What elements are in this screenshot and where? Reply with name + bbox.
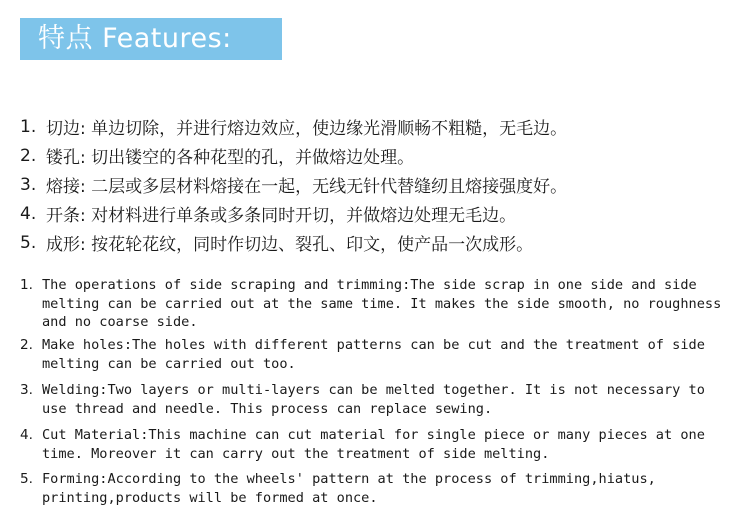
feature-en-text: The operations of side scraping and trimming:The side scrap in one side and side melting can be carried out at the same time. It makes the side smooth, no roughness and no coarse side. xyxy=(42,277,722,330)
feature-cn-item xyxy=(20,199,567,228)
feature-cn-text: 镂孔: 切出镂空的各种花型的孔，并做熔边处理。 xyxy=(46,148,415,168)
feature-en-number: 1. xyxy=(20,277,33,293)
feature-en-text: Cut Material:This machine can cut material for single piece or many pieces at one time. Moreover it can carry out the treatment of side melting. xyxy=(42,427,705,462)
feature-en-item xyxy=(20,336,735,373)
feature-en-text: Welding:Two layers or multi-layers can be melted together. It is not necessary to use thread and needle. This process can replace sewing. xyxy=(42,382,705,417)
feature-cn-number: 3. xyxy=(20,174,37,195)
feature-cn-item xyxy=(20,141,567,170)
features-title-banner xyxy=(20,18,282,60)
feature-en-number: 2. xyxy=(20,337,33,353)
feature-cn-item xyxy=(20,170,567,199)
feature-en-item xyxy=(20,470,735,507)
feature-en-text: Forming:According to the wheels' pattern at the process of trimming,hiatus, printing,products will be formed at once. xyxy=(42,471,656,506)
feature-cn-number: 5. xyxy=(20,232,37,253)
feature-en-text: Make holes:The holes with different patterns can be cut and the treatment of side melting can be carried out too. xyxy=(42,337,705,372)
feature-en-item xyxy=(20,381,735,418)
feature-en-item xyxy=(20,426,735,463)
feature-en-item xyxy=(20,276,735,332)
feature-cn-number: 2. xyxy=(20,145,37,166)
feature-en-number: 4. xyxy=(20,427,33,443)
feature-cn-item xyxy=(20,228,567,257)
feature-cn-number: 4. xyxy=(20,203,37,224)
features-title: 特点 Features: xyxy=(38,23,232,54)
features-en-list xyxy=(20,276,735,506)
feature-cn-number: 1. xyxy=(20,116,37,137)
feature-en-number: 3. xyxy=(20,382,33,398)
feature-cn-text: 熔接: 二层或多层材料熔接在一起，无线无针代替缝纫且熔接强度好。 xyxy=(46,177,568,197)
feature-en-number: 5. xyxy=(20,471,33,487)
feature-cn-text: 成形: 按花轮花纹，同时作切边、裂孔、印文，使产品一次成形。 xyxy=(46,235,534,255)
features-cn-list xyxy=(20,112,567,257)
feature-cn-text: 开条: 对材料进行单条或多条同时开切，并做熔边处理无毛边。 xyxy=(46,206,517,226)
feature-cn-item xyxy=(20,112,567,141)
feature-cn-text: 切边: 单边切除，并进行熔边效应，使边缘光滑顺畅不粗糙，无毛边。 xyxy=(46,119,568,139)
